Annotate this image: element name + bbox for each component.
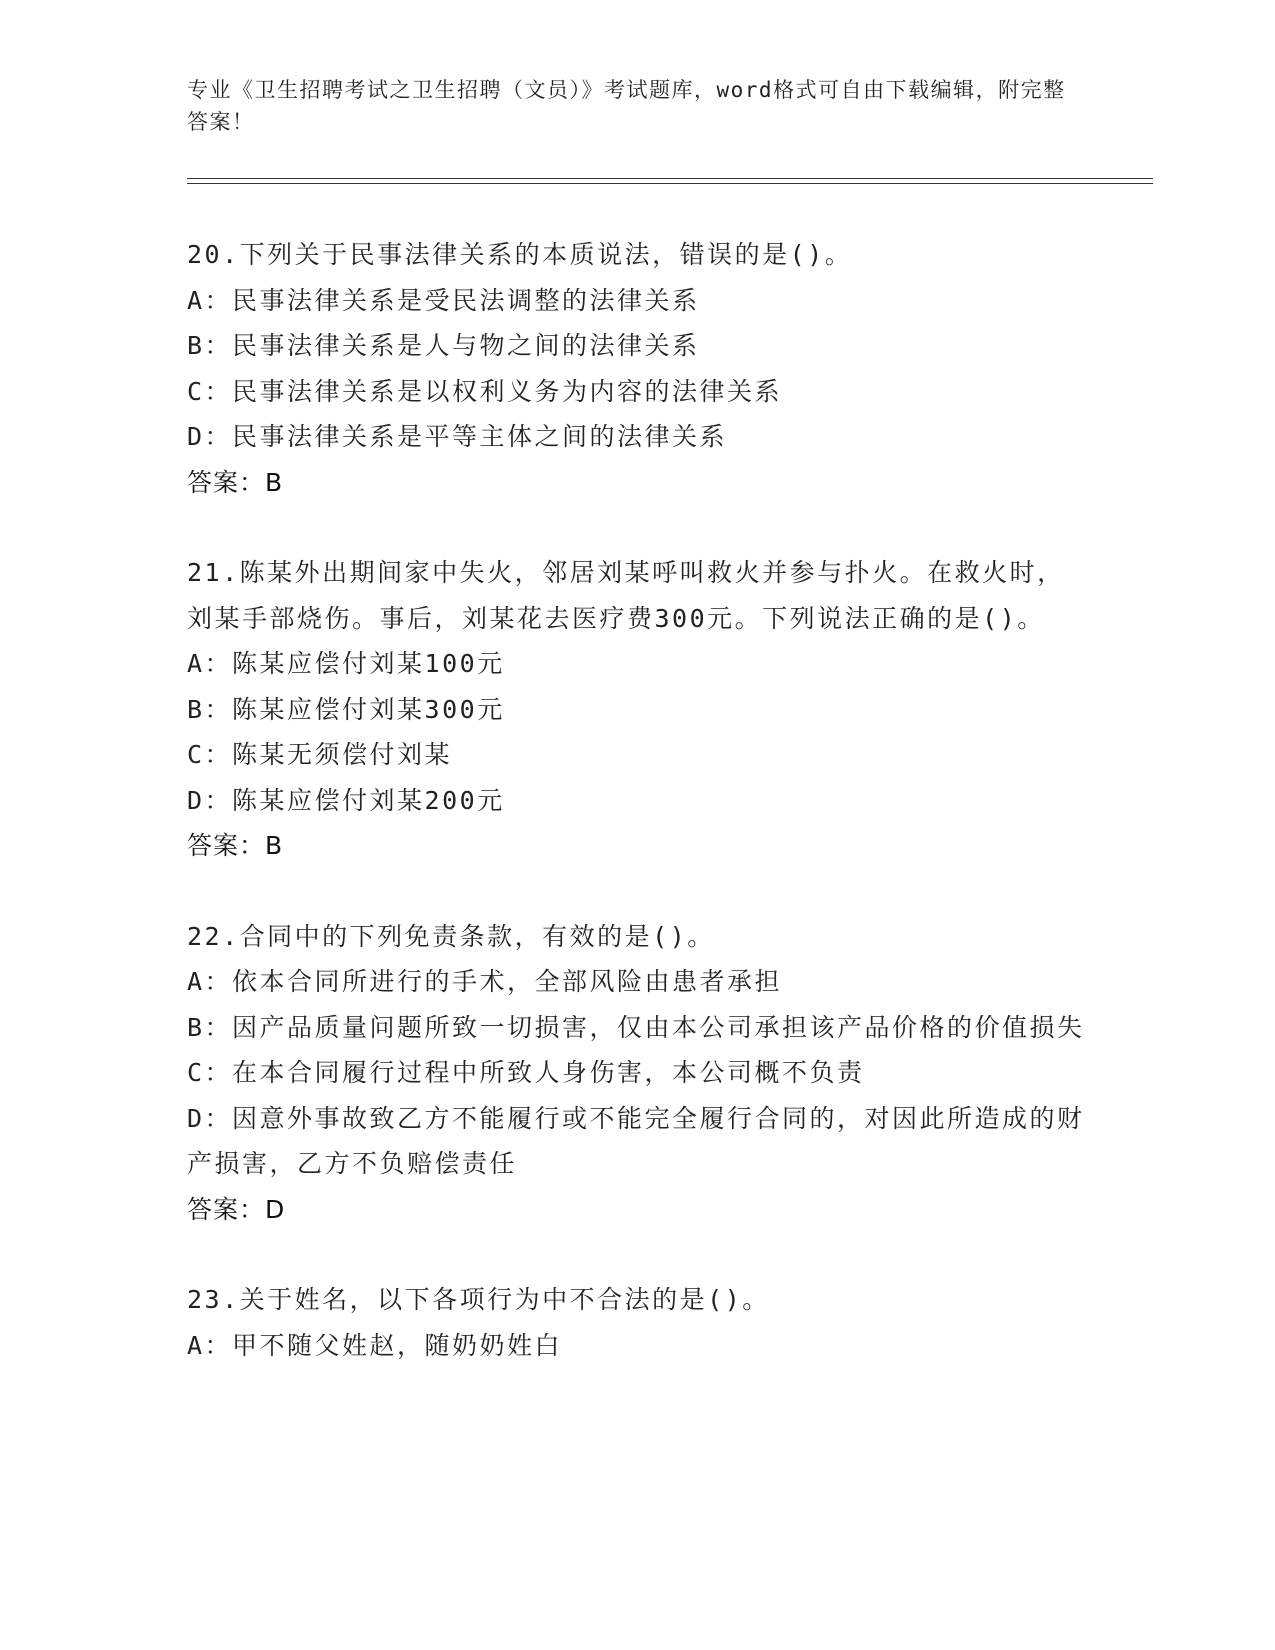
option-a: A：甲不随父姓赵，随奶奶姓白 <box>187 1330 563 1360</box>
question-20 <box>187 232 1087 505</box>
question-stem: 20.下列关于民事法律关系的本质说法，错误的是()。 <box>187 240 853 269</box>
answer-label: 答案：B <box>187 831 284 860</box>
option-a: A：依本合同所进行的手术，全部风险由患者承担 <box>187 967 783 996</box>
answer-label: 答案：D <box>187 1194 286 1224</box>
question-23 <box>187 1277 1087 1368</box>
question-22 <box>187 914 1087 1233</box>
question-list <box>187 232 1087 1413</box>
option-b: B：因产品质量问题所致一切损害，仅由本公司承担该产品价格的价值损失 <box>187 1012 1085 1042</box>
option-a: A：陈某应偿付刘某100元 <box>187 649 505 678</box>
question-stem: 22.合同中的下列免责条款，有效的是()。 <box>187 921 715 951</box>
question-stem: 23.关于姓名，以下各项行为中不合法的是()。 <box>187 1285 770 1314</box>
option-d: D：因意外事故致乙方不能履行或不能完全履行合同的，对因此所造成的财产损害，乙方不负赔偿责任 <box>187 1103 1085 1178</box>
option-a: A：民事法律关系是受民法调整的法律关系 <box>187 285 700 315</box>
document-header: 专业《卫生招聘考试之卫生招聘（文员）》考试题库，word格式可自由下载编辑，附完整答案！ <box>187 78 1066 134</box>
option-d: D：民事法律关系是平等主体之间的法律关系 <box>187 422 728 451</box>
answer-label: 答案：B <box>187 467 284 497</box>
question-21 <box>187 550 1087 869</box>
option-b: B：陈某应偿付刘某300元 <box>187 694 505 724</box>
option-c: C：民事法律关系是以权利义务为内容的法律关系 <box>187 376 783 406</box>
option-c: C：在本合同履行过程中所致人身伤害，本公司概不负责 <box>187 1058 865 1087</box>
header-divider <box>187 178 1153 184</box>
question-stem: 21.陈某外出期间家中失火，邻居刘某呼叫救火并参与扑火。在救火时，刘某手部烧伤。事后，刘某花去医疗费300元。下列说法正确的是()。 <box>187 558 1065 633</box>
option-d: D：陈某应偿付刘某200元 <box>187 785 505 815</box>
option-c: C：陈某无须偿付刘某 <box>187 740 453 769</box>
option-b: B：民事法律关系是人与物之间的法律关系 <box>187 331 700 360</box>
